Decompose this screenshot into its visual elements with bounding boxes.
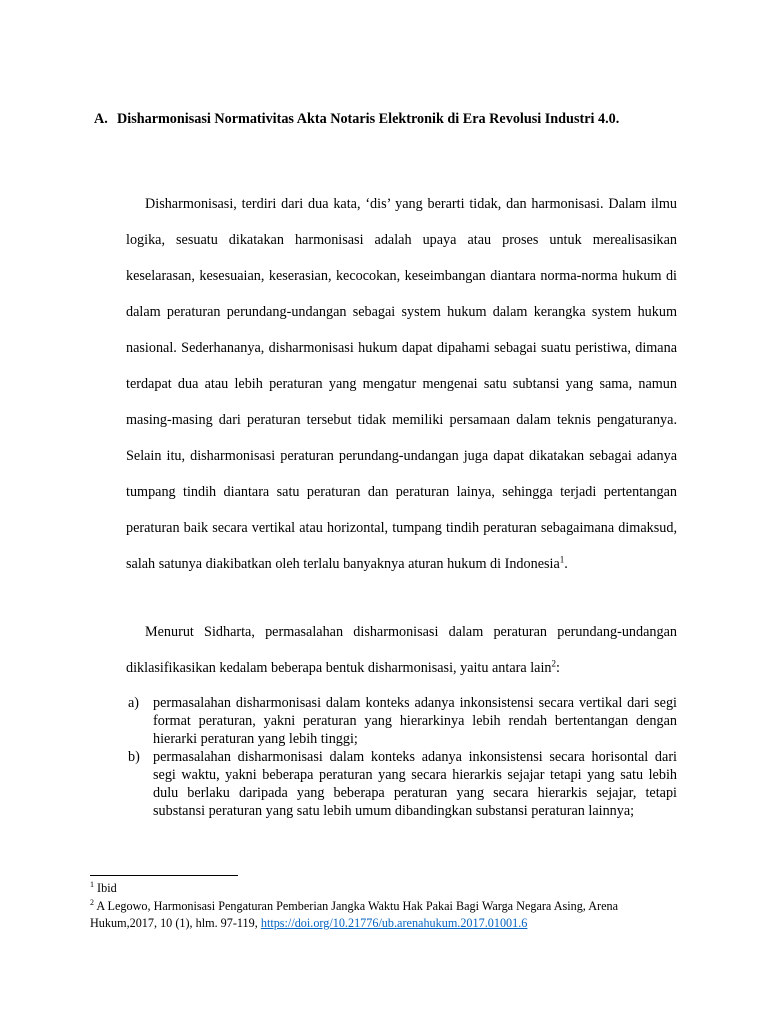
list-marker: b)	[128, 749, 140, 765]
list-marker: a)	[128, 695, 140, 711]
list-item	[128, 748, 677, 820]
footnote-2	[90, 898, 650, 933]
section-heading	[94, 111, 694, 128]
footnote-ref-2[interactable]: 2	[551, 658, 556, 669]
disharmony-list	[128, 694, 677, 820]
footnotes	[90, 880, 650, 933]
footnote-number: 1	[90, 879, 94, 889]
footnote-text: Ibid	[97, 881, 117, 895]
paragraph-1-end: .	[564, 556, 568, 572]
section-number: A.	[94, 111, 108, 127]
footnote-separator	[90, 875, 238, 876]
footnote-text: A Legowo, Harmonisasi Pengaturan Pemberian Jangka Waktu Hak Pakai Bagi Warga Negara Asing, Arena Hukum,2017, 10 (1), hlm. 97-119,	[90, 898, 619, 930]
list-item-text: permasalahan disharmonisasi dalam konteks adanya inkonsistensi secara horisontal dari segi waktu, yakni beberapa peraturan yang secara hierarkis sejajar tetapi yang satu lebih dulu berlaku daripada yang beberapa peraturan yang secara hierarkis sejajar, tetapi substansi peraturan yang satu lebih umum dibandingkan substansi peraturan lainnya;	[153, 749, 677, 819]
paragraph-2-end: :	[556, 660, 560, 676]
footnote-ref-1[interactable]: 1	[559, 554, 565, 565]
footnote-number: 2	[90, 897, 94, 907]
paragraph-1	[126, 186, 677, 582]
list-item	[128, 694, 677, 748]
doi-link[interactable]: https://doi.org/10.21776/ub.arenahukum.2017.01001.6	[260, 916, 528, 930]
paragraph-1-text: Disharmonisasi, terdiri dari dua kata, ‘dis’ yang berarti tidak, dan harmonisasi. Dalam ilmu logika, sesuatu dikatakan harmonisasi adalah upaya atau proses untuk merealisasikan keselarasan, kesesuaian, keserasian, kecocokan, keseimbangan diantara norma-norma hukum di dalam peraturan perundang-undangan sebagai system hukum dalam kerangka system hukum nasional. Sederhananya, disharmonisasi hukum dapat dipahami sebagai suatu peristiwa, dimana terdapat dua atau lebih peraturan yang mengatur mengenai satu subtansi yang sama, namun masing-masing dari peraturan tersebut tidak memiliki persamaan dalam teknis pengaturanya. Selain itu, disharmonisasi peraturan perundang-undangan juga dapat dikatakan sebagai adanya tumpang tindih diantara satu peraturan dan peraturan lainya, sehingga terjadi pertentangan peraturan baik secara vertikal atau horizontal, tumpang tindih peraturan sebagaimana dimaksud, salah satunya diakibatkan oleh terlalu banyaknya aturan hukum di Indonesia	[126, 196, 677, 572]
section-title: Disharmonisasi Normativitas Akta Notaris Elektronik di Era Revolusi Industri 4.0.	[117, 111, 620, 127]
paragraph-2	[126, 614, 677, 686]
footnote-1	[90, 880, 650, 898]
paragraph-2-text: Menurut Sidharta, permasalahan disharmonisasi dalam peraturan perundang-undangan diklasifikasikan kedalam beberapa bentuk disharmonisasi, yaitu antara lain	[126, 624, 677, 676]
list-item-text: permasalahan disharmonisasi dalam konteks adanya inkonsistensi secara vertikal dari segi format peraturan, yakni peraturan yang hierarkinya lebih rendah bertentangan dengan hierarki peraturan yang lebih tinggi;	[153, 695, 677, 747]
